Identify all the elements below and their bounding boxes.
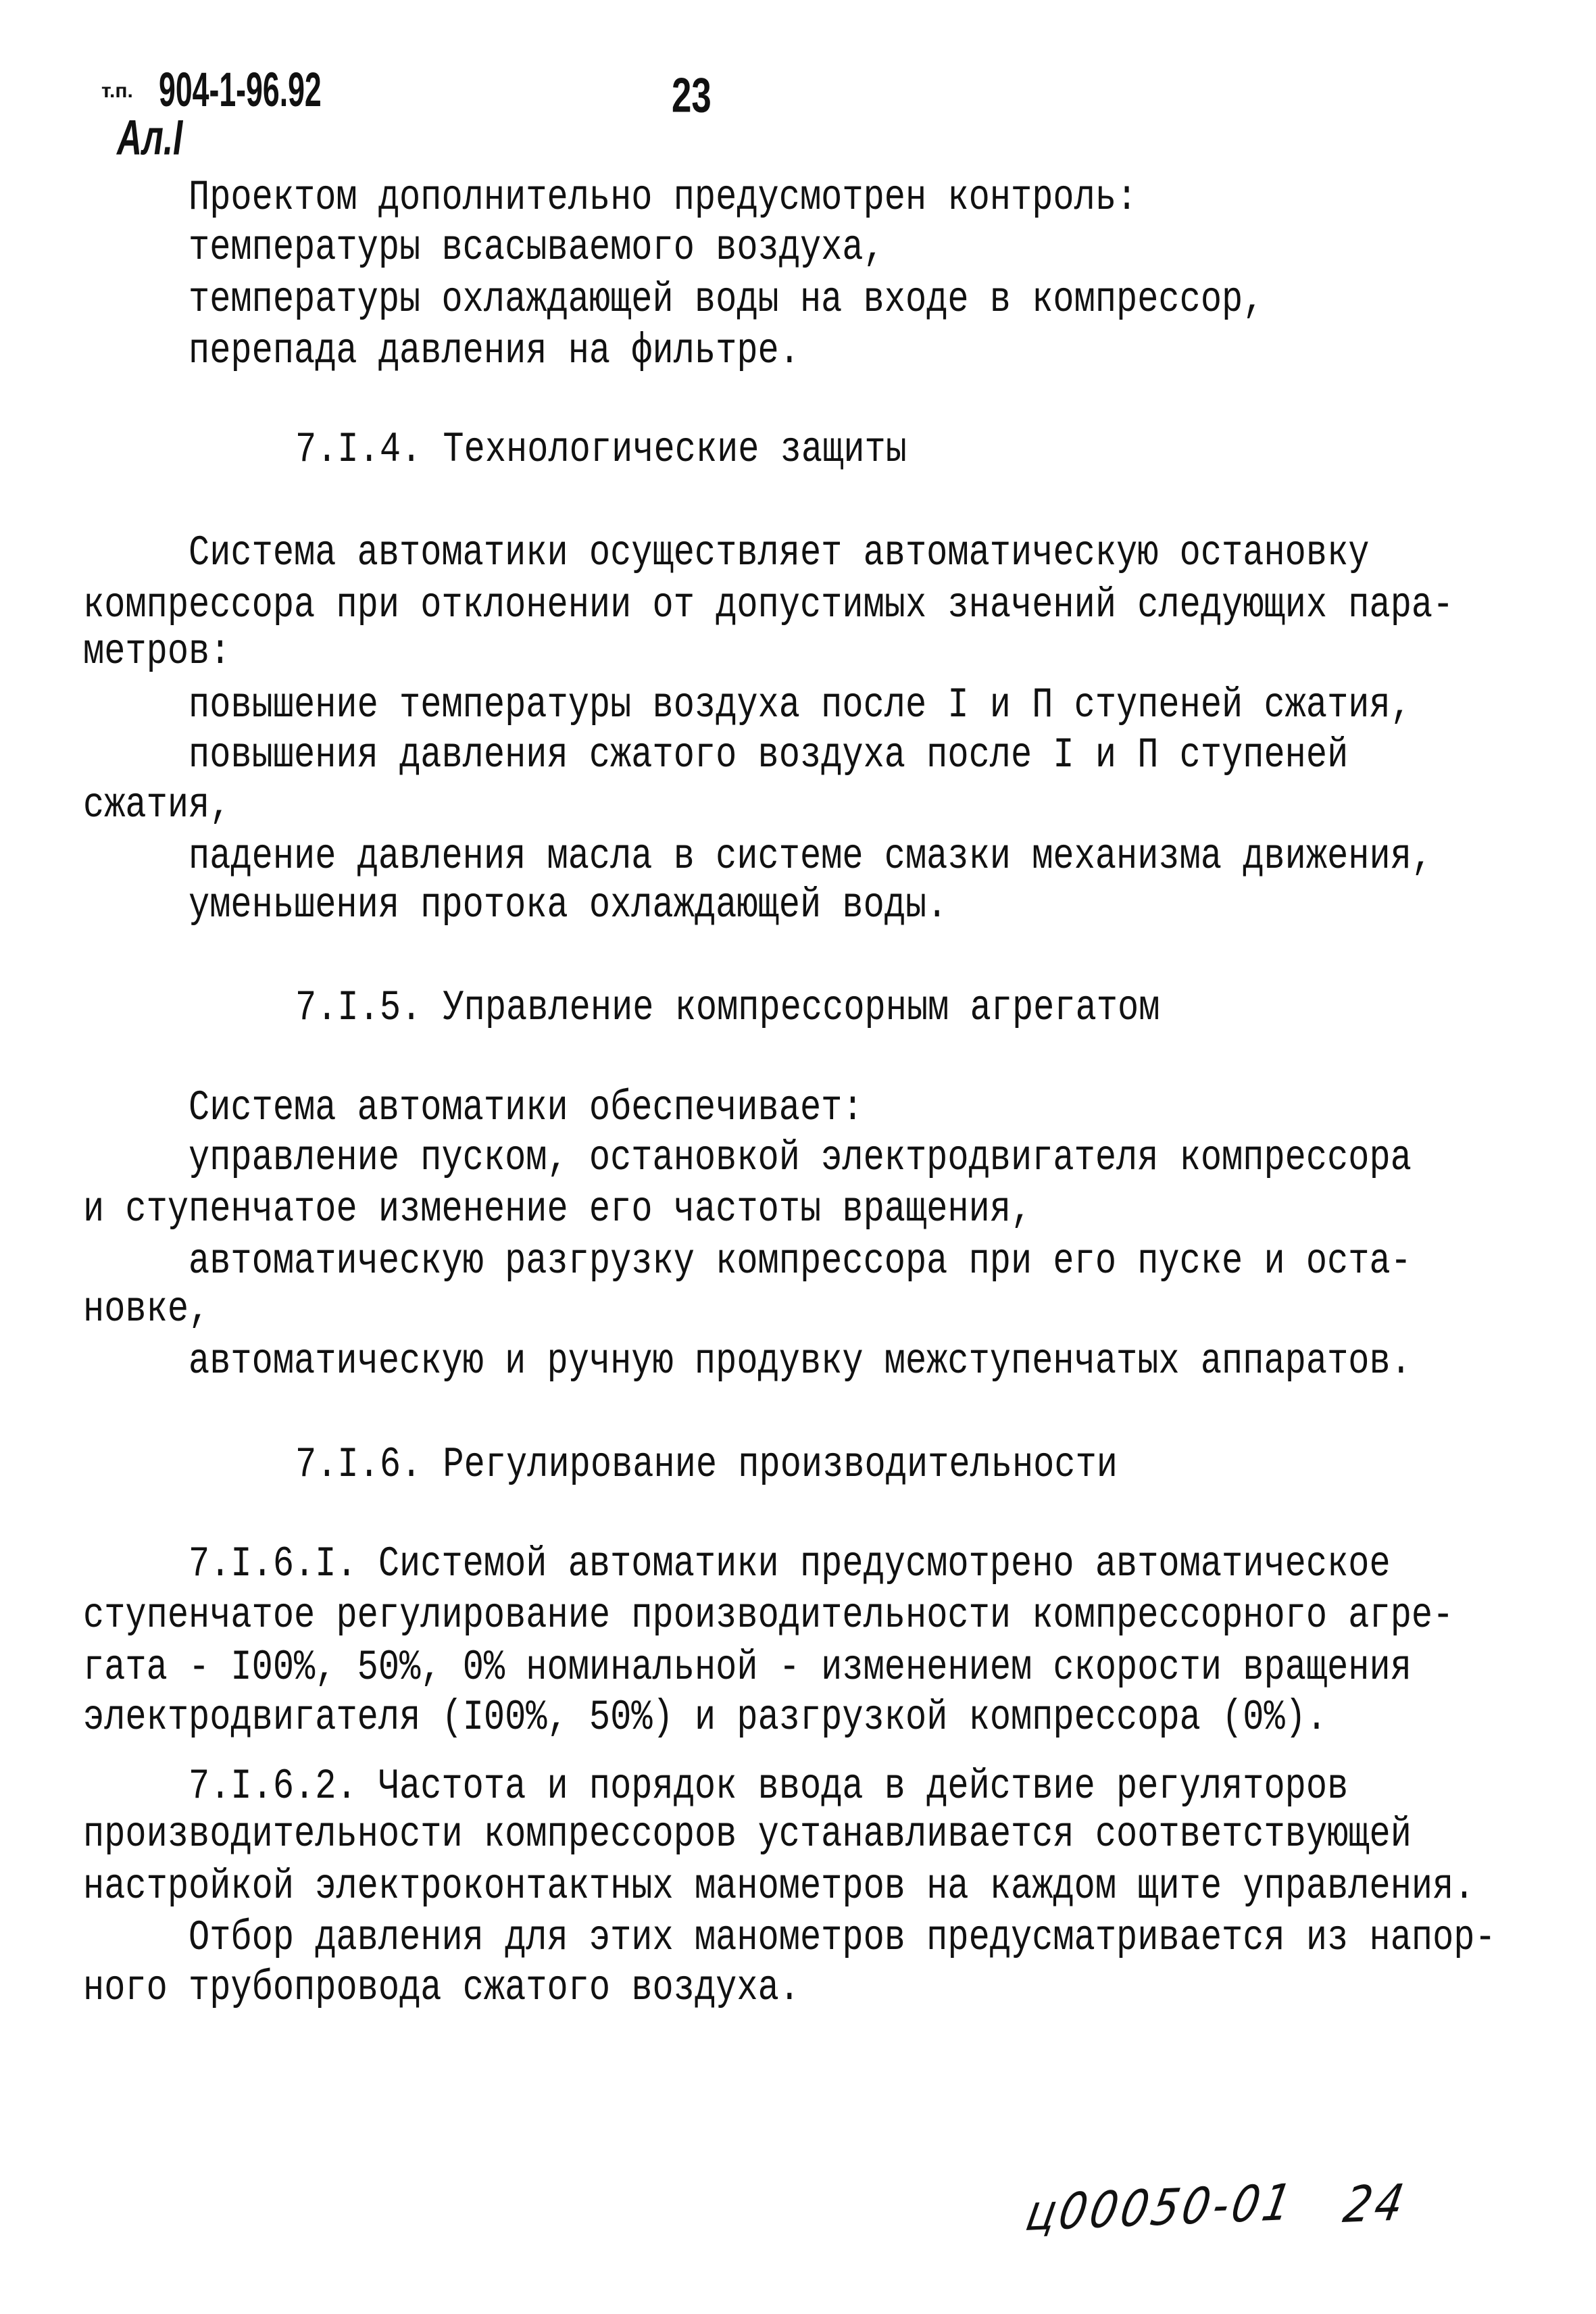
section-714-line: падение давления масла в системе смазки механизма движения,: [189, 832, 1433, 881]
intro-line: Проектом дополнительно предусмотрен контроль:: [189, 173, 1138, 222]
section-714-line: метров:: [83, 627, 231, 676]
section-714-line: повышения давления сжатого воздуха после I и П ступеней: [189, 731, 1349, 780]
section-714-line: повышение температуры воздуха после I и П ступеней сжатия,: [189, 681, 1412, 730]
album-label: Ал.I: [117, 109, 183, 166]
section-714-line: компрессора при отклонении от допустимых значений следующих пара-: [83, 581, 1454, 630]
section-714-line: уменьшения протока охлаждающей воды.: [189, 881, 948, 930]
section-716-2-line: Отбор давления для этих манометров предусматривается из напор-: [189, 1913, 1496, 1963]
handwritten-sheet-number: 24: [1339, 2173, 1412, 2234]
section-714-line: сжатия,: [83, 781, 231, 830]
intro-line: температуры охлаждающей воды на входе в компрессор,: [189, 275, 1264, 324]
section-715-line: новке,: [83, 1285, 210, 1334]
handwritten-code: ц00050-01: [1022, 2173, 1299, 2242]
section-heading-7-1-5: 7.I.5. Управление компрессорным агрегатом: [295, 983, 1160, 1033]
section-715-line: управление пуском, остановкой электродвигателя компрессора: [189, 1133, 1412, 1183]
section-716-2-line: настройкой электроконтактных манометров на каждом щите управления.: [83, 1862, 1475, 1911]
section-715-line: Система автоматики обеспечивает:: [189, 1083, 864, 1133]
section-heading-7-1-6: 7.I.6. Регулирование производительности: [295, 1440, 1118, 1490]
section-716-2-line: ного трубопровода сжатого воздуха.: [83, 1963, 800, 2013]
section-heading-7-1-4: 7.I.4. Технологические защиты: [295, 425, 907, 474]
page-number: 23: [672, 67, 712, 122]
doc-code-prefix: т.п.: [101, 80, 133, 102]
section-716-2-line: производительности компрессоров устанавливается соответствующей: [83, 1810, 1412, 1859]
section-714-line: Система автоматики осуществляет автоматическую остановку: [189, 528, 1370, 578]
section-715-line: автоматическую и ручную продувку межступенчатых аппаратов.: [189, 1337, 1412, 1386]
section-716-1-line: гата - I00%, 50%, 0% номинальной - изменением скорости вращения: [83, 1643, 1412, 1692]
section-716-1-line: 7.I.6.I. Системой автоматики предусмотрено автоматическое: [189, 1540, 1391, 1589]
intro-line: перепада давления на фильтре.: [189, 326, 800, 376]
section-716-1-line: электродвигателя (I00%, 50%) и разгрузкой компрессора (0%).: [83, 1693, 1328, 1742]
section-716-2-line: 7.I.6.2. Частота и порядок ввода в действие регуляторов: [189, 1762, 1349, 1811]
section-716-1-line: ступенчатое регулирование производительности компрессорного агре-: [83, 1591, 1454, 1640]
intro-line: температуры всасываемого воздуха,: [189, 223, 884, 272]
section-715-line: автоматическую разгрузку компрессора при его пуске и оста-: [189, 1237, 1412, 1286]
section-715-line: и ступенчатое изменение его частоты вращения,: [83, 1185, 1032, 1234]
doc-code: 904-1-96.92: [159, 63, 322, 118]
